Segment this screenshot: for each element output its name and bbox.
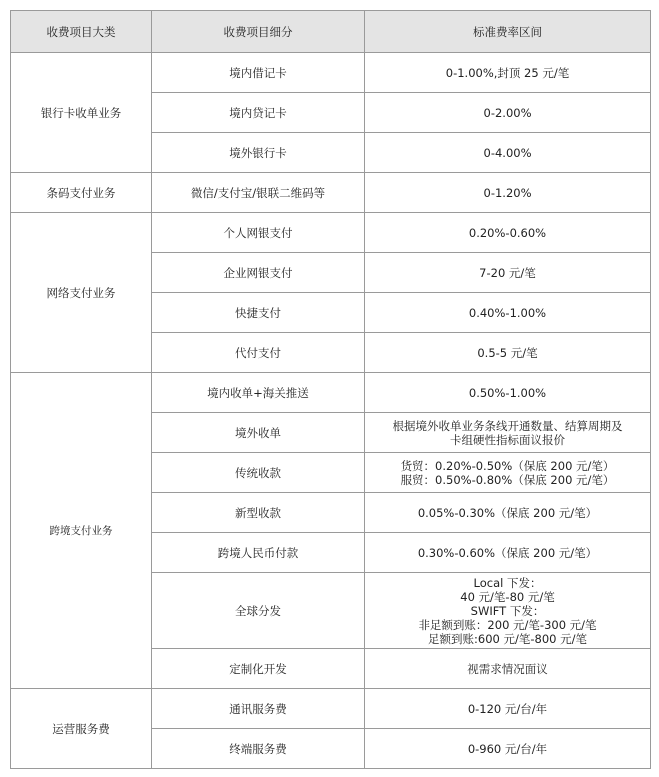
rate-cell: 0-1.00%,封顶 25 元/笔 [365,53,651,93]
item-cell: 传统收款 [152,453,365,493]
table-row [11,53,651,93]
rate-cell: 货贸：0.20%-0.50%（保底 200 元/笔） 服贸：0.50%-0.80%（保底 200 元/笔） [365,453,651,493]
item-cell: 企业网银支付 [152,253,365,293]
category-cell-online-payment: 网络支付业务 [11,213,152,373]
item-cell: 境内借记卡 [152,53,365,93]
item-cell: 新型收款 [152,493,365,533]
item-cell: 个人网银支付 [152,213,365,253]
rate-cell: 7-20 元/笔 [365,253,651,293]
table-row [11,213,651,253]
rate-cell: 0-960 元/台/年 [365,729,651,769]
category-cell-cross-border: 跨境支付业务 [11,373,152,689]
rate-cell: 0.30%-0.60%（保底 200 元/笔） [365,533,651,573]
rate-cell: 0-1.20% [365,173,651,213]
item-cell: 定制化开发 [152,649,365,689]
table-header-row [11,11,651,53]
fee-rate-table [10,10,651,769]
header-rate: 标准费率区间 [365,11,651,53]
category-cell-bank-card: 银行卡收单业务 [11,53,152,173]
header-item: 收费项目细分 [152,11,365,53]
rate-cell: 0.05%-0.30%（保底 200 元/笔） [365,493,651,533]
rate-cell: Local 下发： 40 元/笔-80 元/笔 SWIFT 下发： 非足额到账：200 元/笔-300 元/笔 足额到账:600 元/笔-800 元/笔 [365,573,651,649]
rate-cell: 0.40%-1.00% [365,293,651,333]
header-category: 收费项目大类 [11,11,152,53]
item-cell: 终端服务费 [152,729,365,769]
table-row [11,373,651,413]
rate-cell: 0-4.00% [365,133,651,173]
rate-cell: 根据境外收单业务条线开通数量、结算周期及 卡组硬性指标面议报价 [365,413,651,453]
item-cell: 境内收单+海关推送 [152,373,365,413]
rate-cell: 0.20%-0.60% [365,213,651,253]
item-cell: 代付支付 [152,333,365,373]
item-cell: 微信/支付宝/银联二维码等 [152,173,365,213]
table-row [11,173,651,213]
table-row [11,689,651,729]
rate-cell: 视需求情况面议 [365,649,651,689]
item-cell: 快捷支付 [152,293,365,333]
item-cell: 境外收单 [152,413,365,453]
item-cell: 境内贷记卡 [152,93,365,133]
category-cell-barcode: 条码支付业务 [11,173,152,213]
category-cell-operation-fee: 运营服务费 [11,689,152,769]
rate-cell: 0-120 元/台/年 [365,689,651,729]
rate-cell: 0.5-5 元/笔 [365,333,651,373]
item-cell: 境外银行卡 [152,133,365,173]
item-cell: 全球分发 [152,573,365,649]
rate-cell: 0-2.00% [365,93,651,133]
item-cell: 通讯服务费 [152,689,365,729]
rate-cell: 0.50%-1.00% [365,373,651,413]
item-cell: 跨境人民币付款 [152,533,365,573]
